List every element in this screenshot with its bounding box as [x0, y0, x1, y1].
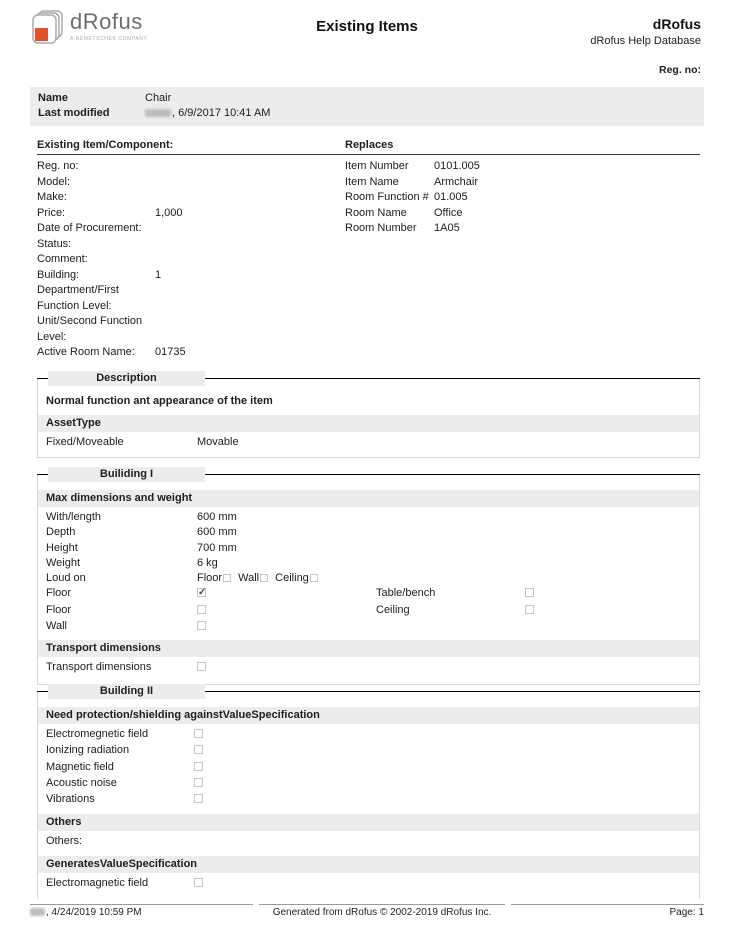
checkbox-row: Wall: [38, 619, 699, 635]
field-row: Others:: [46, 835, 83, 848]
footer-generated-by: , 4/24/2019 10:59 PM: [30, 904, 253, 918]
loud-on-row: Loud on Floor Wall Ceiling: [38, 571, 699, 586]
field-row: With/length 600 mm: [46, 511, 237, 523]
checkbox: [223, 574, 231, 582]
field-row: Price: 1,000: [37, 206, 183, 219]
replaces-title: Replaces: [345, 139, 700, 155]
checkbox: [525, 588, 534, 597]
field-row: Item Name Armchair: [345, 175, 479, 188]
section-header: [37, 467, 700, 482]
checkbox: [194, 778, 203, 787]
last-modified-label: Last modified: [38, 107, 110, 119]
field-row: Model:: [37, 175, 71, 188]
footer-copyright: Generated from dRofus © 2002-2019 dRofus Inc.: [259, 904, 505, 918]
field-row: Make:: [37, 191, 67, 203]
section-description: [37, 371, 700, 458]
group-header-others: Others: [38, 814, 699, 831]
footer-page-number: Page: 1: [511, 904, 704, 918]
loud-on-options: [197, 571, 322, 586]
section-building-2: [37, 684, 700, 899]
checkbox-row: Electromegnetic field: [38, 727, 699, 743]
checkbox: [260, 574, 268, 582]
checkbox: [194, 878, 203, 887]
checkbox: [194, 745, 203, 754]
checkbox-row: Floor Ceiling: [38, 603, 699, 619]
checkbox-row: Magnetic field: [38, 760, 699, 776]
field-row: Unit/Second Function Level:: [37, 315, 143, 343]
section-tab-description: Description: [48, 371, 205, 386]
field-row: Depth 600 mm: [46, 526, 237, 539]
loud-on-option: Ceiling: [275, 572, 318, 584]
summary-row-name: [38, 91, 696, 106]
section-body: [37, 474, 700, 685]
table-header-generates: Generates Value Specification: [38, 856, 699, 873]
database-header: [590, 16, 701, 47]
checkbox: [197, 605, 206, 614]
field-row: Weight 6 kg: [46, 556, 218, 569]
field-row: Room Name Office: [345, 206, 463, 219]
checkbox: [310, 574, 318, 582]
checkbox: [197, 588, 206, 597]
table-header-shielding: Need protection/shielding against Value Specification: [38, 707, 699, 724]
field-row: Reg. no:: [37, 160, 79, 172]
redacted-username: [145, 109, 171, 117]
field-row: Active Room Name: 01735: [37, 346, 186, 358]
name-value: Chair: [145, 92, 172, 104]
existing-item-column: [37, 139, 345, 361]
section-tab-building-2: Building II: [48, 684, 205, 699]
last-modified-value: , 6/9/2017 10:41 AM: [145, 106, 270, 121]
existing-item-title: Existing Item/Component:: [37, 139, 345, 155]
checkbox: [525, 605, 534, 614]
field-row: Room Number 1A05: [345, 222, 460, 234]
section-building-1: [37, 467, 700, 685]
checkbox-row: Electromagnetic field: [38, 876, 699, 892]
name-label: Name: [38, 92, 68, 104]
summary-box: [30, 87, 704, 126]
loud-on-option: Wall: [238, 572, 268, 584]
checkbox: [194, 794, 203, 803]
group-header-max-dimensions: Max dimensions and weight: [38, 490, 699, 507]
field-row: Item Number 0101.005: [345, 160, 480, 172]
summary-row-modified: [38, 106, 696, 121]
checkbox-row: Transport dimensions: [38, 660, 699, 676]
field-row: Fixed/Moveable Movable: [46, 436, 239, 448]
checkbox-row: Floor ✓ Table/bench: [38, 586, 699, 602]
section-header: [37, 684, 700, 699]
field-row: Height 700 mm: [46, 541, 237, 554]
reg-no-label: Reg. no:: [659, 64, 701, 76]
checkbox: [197, 662, 206, 671]
field-row: Department/First Function Level:: [37, 284, 119, 312]
field-row: Building: 1: [37, 268, 162, 281]
checkbox: [197, 621, 206, 630]
group-header-assettype: AssetType: [38, 415, 699, 432]
section-tab-building-1: Builiding I: [48, 467, 205, 482]
checkbox-row: Vibrations: [38, 792, 699, 808]
field-row: Comment:: [37, 253, 88, 265]
section-body: [37, 378, 700, 458]
database-name: dRofus: [652, 16, 701, 32]
page-title: Existing Items: [316, 18, 418, 35]
page-footer: [30, 904, 704, 918]
checkbox: [194, 729, 203, 738]
logo-brand-text: dRofus: [70, 9, 143, 34]
loud-on-option: Floor: [197, 572, 231, 584]
replaces-column: [345, 139, 700, 361]
field-row: Status:: [37, 237, 72, 250]
description-note: Normal function ant appearance of the item: [46, 395, 273, 407]
redacted-username: [30, 908, 45, 916]
section-header: [37, 371, 700, 386]
field-row: Date of Procurement:: [37, 222, 142, 234]
group-header-transport: Transport dimensions: [38, 640, 699, 657]
checkbox-row: Acoustic noise: [38, 776, 699, 792]
logo-tagline-text: A NEMETSCHEK COMPANY: [70, 36, 148, 42]
field-row: Room Function # 01.005: [345, 191, 468, 203]
checkbox: [194, 762, 203, 771]
item-columns: [37, 139, 700, 361]
database-subtitle: dRofus Help Database: [590, 35, 701, 47]
checkbox-row: Ionizing radiation: [38, 743, 699, 759]
section-body: [37, 691, 700, 899]
